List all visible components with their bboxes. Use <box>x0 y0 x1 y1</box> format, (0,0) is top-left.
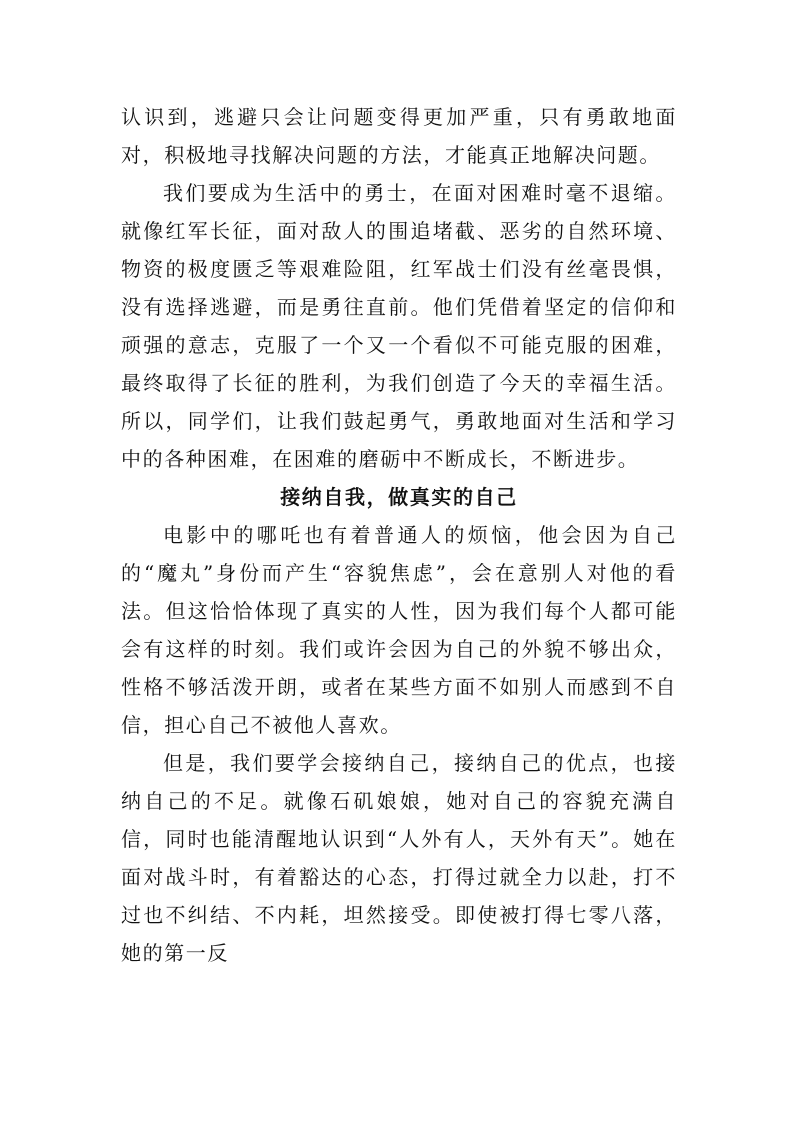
paragraph-courage: 我们要成为生活中的勇士，在面对困难时毫不退缩。就像红军长征，面对敌人的围追堵截、恶劣的自然环境、物资的极度匮乏等艰难险阻，红军战士们没有丝毫畏惧，没有选择逃避，而是勇往直前。他们凭借着坚定的信仰和顽强的意志，克服了一个又一个看似不可能克服的困难，最终取得了长征的胜利，为我们创造了今天的幸福生活。所以，同学们，让我们鼓起勇气，勇敢地面对生活和学习中的各种困难，在困难的磨砺中不断成长，不断进步。 <box>121 181 677 471</box>
paragraph-nezha: 电影中的哪吒也有着普通人的烦恼，他会因为自己的“魔丸”身份而产生“容貌焦虑”，会在意别人对他的看法。但这恰恰体现了真实的人性，因为我们每个人都可能会有这样的时刻。我们或许会因为自己的外貌不够出众，性格不够活泼开朗，或者在某些方面不如别人而感到不自信，担心自己不被他人喜欢。 <box>121 523 677 737</box>
document-body <box>121 98 677 972</box>
section-heading: 接纳自我，做真实的自己 <box>280 485 518 509</box>
paragraph-self-acceptance: 但是，我们要学会接纳自己，接纳自己的优点，也接纳自己的不足。就像石矶娘娘，她对自己的容貌充满自信，同时也能清醒地认识到“人外有人，天外有天”。她在面对战斗时，有着豁达的心态，打得过就全力以赴，打不过也不纠结、不内耗，坦然接受。即使被打得七零八落，她的第一反 <box>121 751 677 965</box>
paragraph-continuation: 认识到，逃避只会让问题变得更加严重，只有勇敢地面对，积极地寻找解决问题的方法，才能真正地解决问题。 <box>121 105 677 167</box>
